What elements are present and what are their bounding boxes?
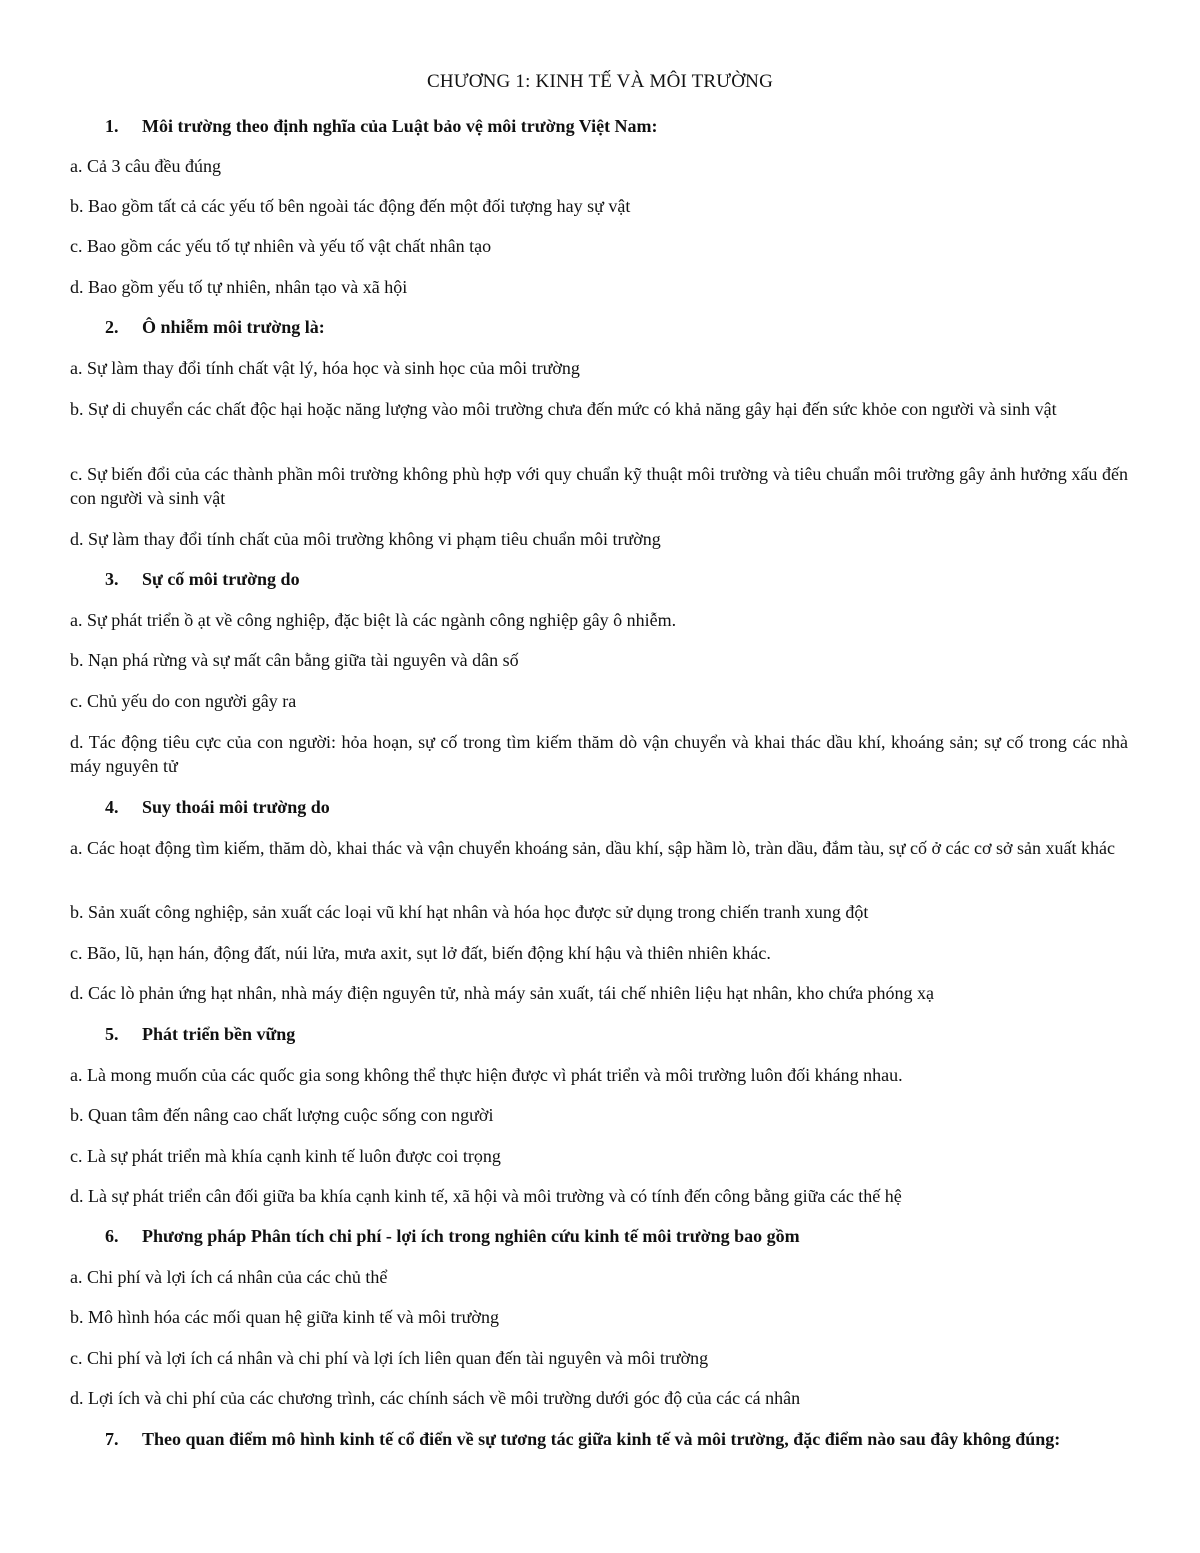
question-2-option-b: b. Sự di chuyển các chất độc hại hoặc năng lượng vào môi trường chưa đến mức có khả năng gây hại đến sức khỏe con người và sinh vật	[70, 399, 1057, 419]
question-5-option-d: d. Là sự phát triển cân đối giữa ba khía cạnh kinh tế, xã hội và môi trường và có tính đến công bằng giữa các thế hệ	[70, 1186, 902, 1206]
chapter-title: CHƯƠNG 1: KINH TẾ VÀ MÔI TRƯỜNG	[426, 71, 774, 92]
question-text: Sự cố môi trường do	[142, 569, 300, 589]
question-1-option-a: a. Cả 3 câu đều đúng	[70, 156, 221, 176]
question-6-option-d: d. Lợi ích và chi phí của các chương trình, các chính sách về môi trường dưới góc độ của các cá nhân	[70, 1388, 801, 1408]
question-number: 3.	[105, 569, 119, 589]
question-3-option-a: a. Sự phát triển ồ ạt về công nghiệp, đặc biệt là các ngành công nghiệp gây ô nhiễm.	[70, 610, 677, 630]
question-3-option-d: d. Tác động tiêu cực của con người: hỏa hoạn, sự cố trong tìm kiếm thăm dò vận chuyển và khai thác dầu khí, khoáng sản; sự cố trong các nhà máy nguyên tử	[70, 732, 1128, 776]
question-2-heading	[105, 315, 1135, 339]
question-6-option-b: b. Mô hình hóa các mối quan hệ giữa kinh tế và môi trường	[70, 1307, 499, 1327]
question-6-option-a: a. Chi phí và lợi ích cá nhân của các chủ thể	[70, 1267, 388, 1287]
question-text: Phát triển bền vững	[142, 1024, 296, 1044]
question-number: 4.	[105, 797, 119, 817]
question-number: 5.	[105, 1024, 119, 1044]
question-number: 7.	[105, 1429, 119, 1449]
question-text: Theo quan điểm mô hình kinh tế cổ điển về sự tương tác giữa kinh tế và môi trường, đặc điểm nào sau đây không đúng:	[142, 1429, 1061, 1449]
question-5-option-c: c. Là sự phát triển mà khía cạnh kinh tế luôn được coi trọng	[70, 1146, 501, 1166]
question-4-option-c: c. Bão, lũ, hạn hán, động đất, núi lửa, mưa axit, sụt lở đất, biến động khí hậu và thiên nhiên khác.	[70, 943, 771, 963]
question-1-option-c: c. Bao gồm các yếu tố tự nhiên và yếu tố vật chất nhân tạo	[70, 236, 492, 256]
question-5-option-b: b. Quan tâm đến nâng cao chất lượng cuộc sống con người	[70, 1105, 494, 1125]
question-7-heading	[105, 1427, 1135, 1451]
question-number: 1.	[105, 116, 119, 136]
question-4-option-a: a. Các hoạt động tìm kiếm, thăm dò, khai thác và vận chuyển khoáng sản, dầu khí, sập hầm lò, tràn dầu, đắm tàu, sự cố ở các cơ sở sản xuất khác	[70, 838, 1116, 858]
question-text: Suy thoái môi trường do	[142, 797, 330, 817]
question-text: Ô nhiễm môi trường là:	[142, 317, 325, 337]
question-1-option-b: b. Bao gồm tất cả các yếu tố bên ngoài tác động đến một đối tượng hay sự vật	[70, 196, 631, 216]
question-number: 6.	[105, 1226, 119, 1246]
question-6-option-c: c. Chi phí và lợi ích cá nhân và chi phí và lợi ích liên quan đến tài nguyên và môi trường	[70, 1348, 709, 1368]
question-5-heading	[105, 1022, 1135, 1046]
question-3-option-b: b. Nạn phá rừng và sự mất cân bằng giữa tài nguyên và dân số	[70, 650, 519, 670]
question-text: Môi trường theo định nghĩa của Luật bảo vệ môi trường Việt Nam:	[142, 116, 658, 136]
question-1-heading	[105, 114, 1135, 138]
question-number: 2.	[105, 317, 119, 337]
question-1-option-d: d. Bao gồm yếu tố tự nhiên, nhân tạo và xã hội	[70, 277, 408, 297]
question-text: Phương pháp Phân tích chi phí - lợi ích trong nghiên cứu kinh tế môi trường bao gồm	[142, 1226, 800, 1246]
question-2-option-c: c. Sự biến đổi của các thành phần môi trường không phù hợp với quy chuẩn kỹ thuật môi trường và tiêu chuẩn môi trường gây ảnh hưởng xấu đến con người và sinh vật	[70, 464, 1128, 508]
question-5-option-a: a. Là mong muốn của các quốc gia song không thể thực hiện được vì phát triển và môi trường luôn đối kháng nhau.	[70, 1065, 903, 1085]
question-4-option-d: d. Các lò phản ứng hạt nhân, nhà máy điện nguyên tử, nhà máy sản xuất, tái chế nhiên liệu hạt nhân, kho chứa phóng xạ	[70, 983, 935, 1003]
question-2-option-d: d. Sự làm thay đổi tính chất của môi trường không vi phạm tiêu chuẩn môi trường	[70, 529, 661, 549]
question-4-heading	[105, 795, 1135, 819]
question-3-heading	[105, 567, 1135, 591]
question-3-option-c: c. Chủ yếu do con người gây ra	[70, 691, 297, 711]
question-4-option-b: b. Sản xuất công nghiệp, sản xuất các loại vũ khí hạt nhân và hóa học được sử dụng trong chiến tranh xung đột	[70, 902, 869, 922]
question-2-option-a: a. Sự làm thay đổi tính chất vật lý, hóa học và sinh học của môi trường	[70, 358, 580, 378]
question-6-heading	[105, 1224, 1135, 1248]
